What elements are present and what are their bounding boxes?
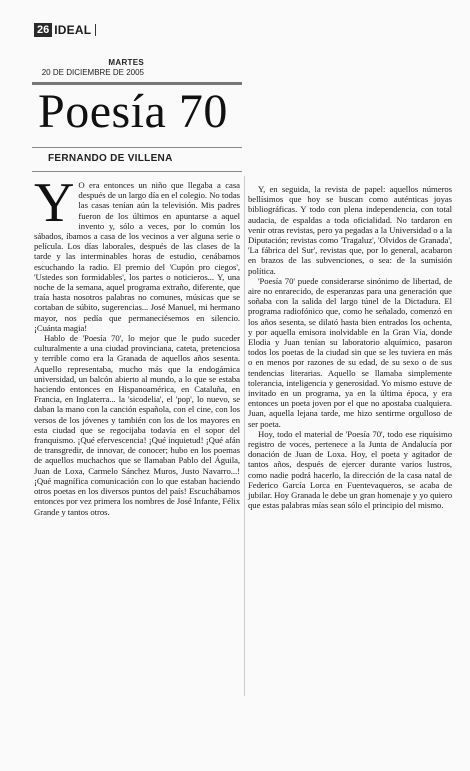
page-number: 26 — [34, 23, 52, 37]
paragraph: Hoy, todo el material de 'Poesía 70', todo ese riquísimo registro de voces, pertenece a la Junta de Andalucía por donación de Juan de Loxa. Hoy, el poeta y agitador de tantos años, después de ejercer durante varios lustros, como nadie podrá hacerlo, la dirección de la casa natal de Federico García Lorca en Fuentevaqueros, se acaba de jubilar. Hoy Granada le debe un gran homenaje y yo quiero que estas palabras mías sean sólo el principio del mismo. — [248, 428, 452, 511]
day-of-week: MARTES — [108, 58, 144, 67]
masthead-divider — [95, 24, 96, 36]
article-column-2 — [248, 184, 452, 511]
drop-cap: Y — [34, 172, 75, 234]
column-divider — [244, 176, 245, 696]
paragraph: 'Poesía 70' puede considerarse sinónimo de libertad, de aire no enrarecido, de esperanzas para una generación que soñaba con la salida del largo túnel de la Dictadura. El programa radiofónico que, como he señalado, comenzó en los años sesenta, se dilató hasta bien entrados los ochenta, y por aquella emisora inolvidable en la Gran Vía, donde Elodia y Juan tenían su laboratorio alquímico, pasaron todos los poetas de la ciudad sin que se les tuviera en más o en menos por razones de su edad, de su sexo o de sus tendencias literarias. Aquello se llamaba simplemente tolerancia, inteligencia y generosidad. Yo mismo estuve de invitado en un programa, ya en la última época, y era entonces un poeta joven por el que no apostaba cualquiera. Juan, aquella lejana tarde, me hizo sentirme orgulloso de ser poeta. — [248, 275, 452, 429]
article-column-1 — [34, 172, 240, 517]
paper-name: IDEAL — [54, 23, 92, 37]
paragraph: Hablo de 'Poesía 70', lo mejor que le pudo suceder culturalmente a una ciudad provinciana, cateta, pretenciosa y terrible como era la Granada de aquellos años sesenta. Aquello representaba, mucho más que la endogámica universidad, un balcón abierto al mundo, a lo que se estaba haciendo entonces en Hispanoamérica, en Cataluña, en Francia, en Inglaterra... la 'sicodelia', el 'pop', lo nuevo, se daban la mano con la canción española, con el cine, con los versos de los jóvenes y también con los de los mayores en esta ciudad que se regocijaba todavía en el sopor del franquismo. ¡Qué efervescencia! ¡Qué inquietud! ¡Qué afán de transgredir, de innovar, de conocer; hubo en los poemas de aquellos muchachos que se llamaban Pablo del Águila, Juan de Loxa, Carmelo Sánchez Muros, Justo Navarro...! ¡Qué magnífica comunicación con lo que estaban haciendo otros poetas en los diversos puntos del país! Escuchábamos entonces por vez primera los nombres de José Infante, Félix Grande y tantos otros. — [34, 333, 240, 517]
publication-date: 20 DE DICIEMBRE DE 2005 — [41, 68, 144, 77]
paragraph: Y O era entonces un niño que llegaba a casa después de un largo día en el colegio. No todas las casas tenían aún la televisión. Mis padres fueron de los últimos en apuntarse a aquel invento y, sólo a veces, por lo común los sábados, íbamos a casa de los vecinos a ver alguna serie o película. Los días laborales, después de las clases de la tarde y las interminables horas de estudio, cenábamos escuchando la radio. El premio del 'Cupón pro ciegos', 'Ustedes son formidables', los partes o noticieros... Y, una noche de la semana, aquel programa extraño, diferente, que traía hasta nosotros palabras no comunes, músicas que se cortaban de súbito, sugerencias... José Manuel, mi hermano mayor, nos pedía que permaneciésemos en silencio. ¡Cuánta magia! — [34, 172, 240, 333]
article-author: FERNANDO DE VILLENA — [48, 153, 173, 164]
masthead — [34, 22, 96, 38]
article-title: Poesía 70 — [38, 85, 228, 138]
headline-bottom-rule — [32, 147, 242, 148]
paragraph: Y, en seguida, la revista de papel: aquellos números bellísimos que hoy se buscan como auténticas joyas bibliográficas. Y todo con plena independencia, con total audacia, de espaldas a toda oficialidad. No tardaron en venir otras revistas, pero ya pegadas a la Universidad o a la Diputación; revistas como 'Tragaluz', 'Olvidos de Granada', 'La fábrica del Sur', revistas que, por lo general, acabaron en brazos de las subvenciones, o sea: de la sumisión política. — [248, 184, 452, 276]
